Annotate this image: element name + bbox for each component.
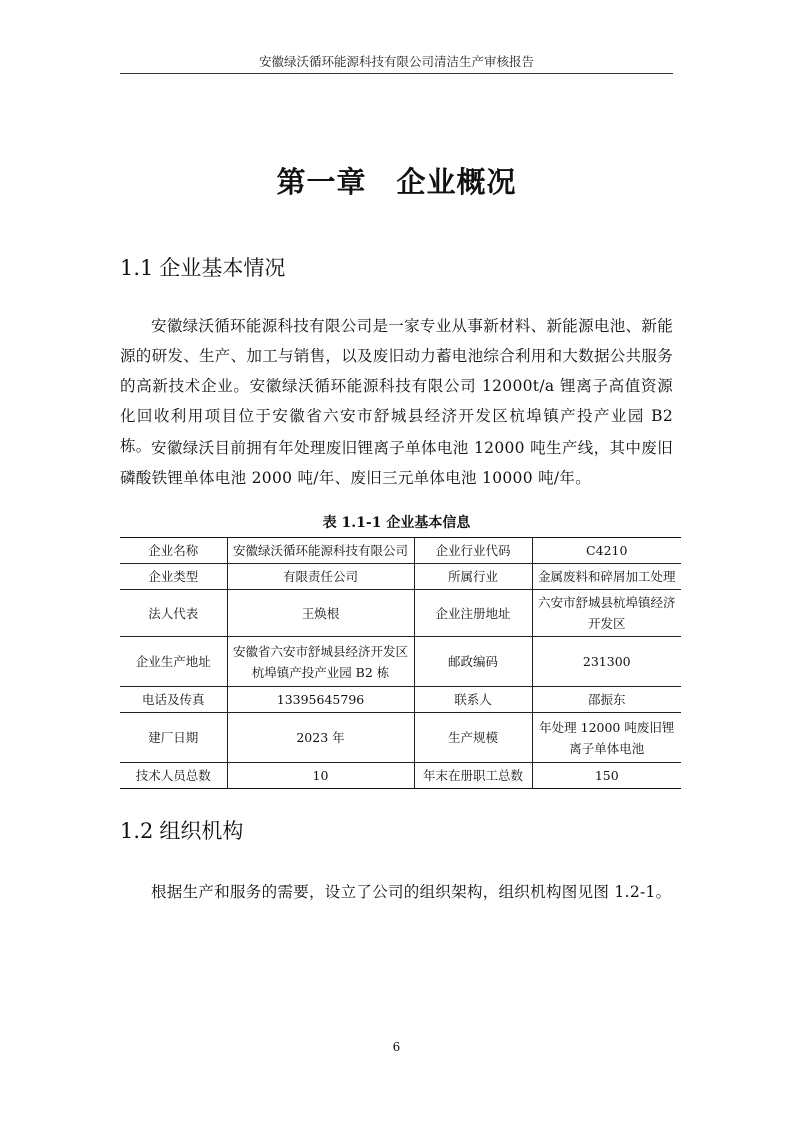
- paragraph-capacity: 安徽绿沃目前拥有年处理废旧锂离子单体电池 12000 吨生产线，其中废旧磷酸铁锂单体电池 2000 吨/年、废旧三元单体电池 10000 吨/年。: [120, 439, 673, 487]
- table-cell: 六安市舒城县杭埠镇经济开发区: [532, 590, 681, 637]
- table-caption: 表 1.1-1 企业基本信息: [322, 515, 471, 531]
- header-rule: [120, 73, 673, 74]
- table-cell: 安徽省六安市舒城县经济开发区杭埠镇产投产业园 B2 栋: [227, 637, 414, 687]
- table-cell: 金属废料和碎屑加工处理: [532, 564, 681, 590]
- table-cell: 电话及传真: [120, 687, 227, 713]
- table-cell: 企业行业代码: [414, 538, 532, 564]
- paragraph-org-structure: 根据生产和服务的需要，设立了公司的组织架构，组织机构图见图 1.2-1。: [151, 883, 672, 901]
- section-heading-1-2: [120, 815, 243, 845]
- table-cell: 2023 年: [227, 713, 414, 763]
- table-cell: 150: [532, 763, 681, 789]
- table-row: [120, 538, 681, 564]
- table-cell: 13395645796: [227, 687, 414, 713]
- section-number: 1.2: [120, 819, 154, 843]
- table-row: [120, 590, 681, 637]
- table-cell: 231300: [532, 637, 681, 687]
- table-cell: 所属行业: [414, 564, 532, 590]
- table-cell: 有限责任公司: [227, 564, 414, 590]
- table-cell: 建厂日期: [120, 713, 227, 763]
- table-cell: 年末在册职工总数: [414, 763, 532, 789]
- table-cell: 法人代表: [120, 590, 227, 637]
- table-cell: 年处理 12000 吨废旧锂离子单体电池: [532, 713, 681, 763]
- table-cell: 企业注册地址: [414, 590, 532, 637]
- table-cell: 邮政编码: [414, 637, 532, 687]
- table-row: [120, 713, 681, 763]
- table-cell: 安徽绿沃循环能源科技有限公司: [227, 538, 414, 564]
- section-title: 企业基本情况: [159, 256, 286, 280]
- table-row: [120, 564, 681, 590]
- table-cell: 联系人: [414, 687, 532, 713]
- section-heading-1-1: [120, 252, 285, 282]
- table-cell: 企业名称: [120, 538, 227, 564]
- table-row: [120, 763, 681, 789]
- table-cell: 企业生产地址: [120, 637, 227, 687]
- table-cell: 10: [227, 763, 414, 789]
- page-header: 安徽绿沃循环能源科技有限公司清洁生产审核报告: [258, 54, 534, 69]
- section-number: 1.1: [120, 256, 154, 280]
- chapter-title: 第一章 企业概况: [276, 165, 517, 199]
- table-cell: 生产规模: [414, 713, 532, 763]
- table-cell: 企业类型: [120, 564, 227, 590]
- table-cell: 王焕根: [227, 590, 414, 637]
- table-row: [120, 637, 681, 687]
- paragraph-company-intro: 安徽绿沃循环能源科技有限公司是一家专业从事新材料、新能源电池、新能源的研发、生产、加工与销售，以及废旧动力蓄电池综合利用和大数据公共服务的高新技术企业。安徽绿沃循环能源科技有限公司 12000t/a 锂离子高值资源化回收利用项目位于安徽省六安市舒城县经济开发区杭埠镇产投产业园 B2 栋。: [120, 317, 674, 455]
- table-cell: C4210: [532, 538, 681, 564]
- table-cell: 邵振东: [532, 687, 681, 713]
- page-number: 6: [392, 1040, 401, 1054]
- table-row: [120, 687, 681, 713]
- company-info-table: [120, 537, 681, 789]
- table-cell: 技术人员总数: [120, 763, 227, 789]
- section-title: 组织机构: [159, 819, 244, 843]
